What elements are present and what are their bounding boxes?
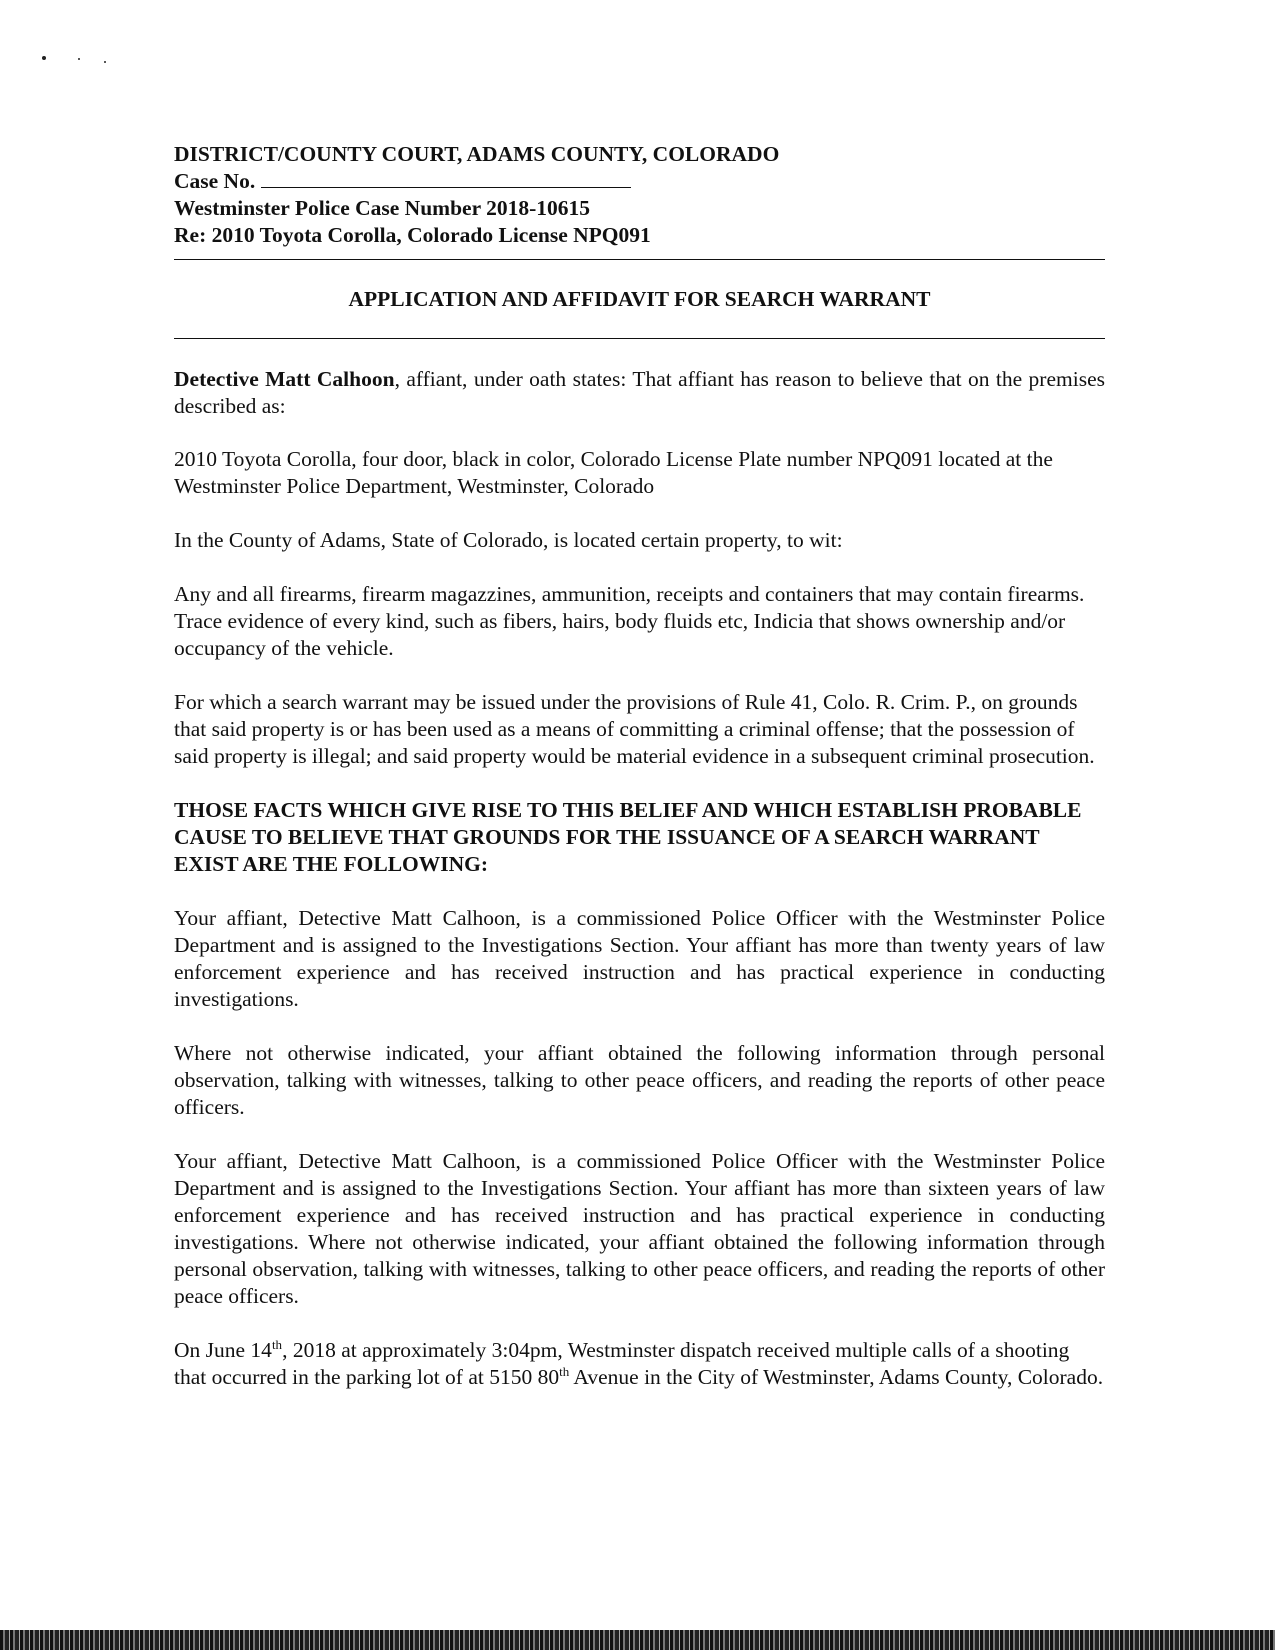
affiant-name: Detective Matt Calhoon [174,367,395,391]
divider-top [174,259,1105,260]
ordinal-suffix: th [271,1336,283,1352]
experience-paragraph-1: Your affiant, Detective Matt Calhoon, is a commissioned Police Officer with the Westminster Police Department and is assigned to the Investigations Section. Your affiant has more than twenty years of law enforcement experience and has received instruction and has practical experience in conducting investigations. [174,906,1105,1011]
document-title: APPLICATION AND AFFIDAVIT FOR SEARCH WARRANT [348,287,931,311]
facts-heading: THOSE FACTS WHICH GIVE RISE TO THIS BELIEF AND WHICH ESTABLISH PROBABLE CAUSE TO BELIEVE THAT GROUNDS FOR THE ISSUANCE OF A SEARCH WARRANT EXIST ARE THE FOLLOWING: [174,798,1082,876]
affiant-intro-text: , affiant, under oath states: That affiant has reason to believe that on the premises described as: [174,367,1105,418]
police-case-number: Westminster Police Case Number 2018-10615 [174,196,591,220]
case-number-line [174,168,1105,195]
incident-text-3: Avenue in the City of Westminster, Adams County, Colorado. [569,1365,1104,1389]
scan-speck [78,58,80,60]
case-number-label: Case No. [174,169,256,193]
scan-edge-artifact [0,1630,1275,1650]
divider-bottom [174,338,1105,339]
experience-paragraph-2: Your affiant, Detective Matt Calhoon, is a commissioned Police Officer with the Westminster Police Department and is assigned to the Investigations Section. Your affiant has more than sixteen years of law enforcement experience and has received instruction and has practical experience in conducting investigations. Where not otherwise indicated, your affiant obtained the following information through personal observation, talking with witnesses, talking to other peace officers, and reading the reports of other peace officers. [174,1149,1105,1308]
scan-speck [42,56,46,60]
property-description: Any and all firearms, firearm magazzines, ammunition, receipts and containers that may contain firearms. Trace evidence of every kind, such as fibers, hairs, body fluids etc, Indicia that shows ownership and/or occupancy of the vehicle. [174,582,1085,660]
case-number-blank [261,169,631,188]
incident-text-2: , 2018 at approximately 3:04pm, Westminster dispatch received multiple calls of a shooting that occurred in the parking lot of at 5150 80 [174,1338,1070,1389]
premises-description: 2010 Toyota Corolla, four door, black in color, Colorado License Plate number NPQ091 located at the Westminster Police Department, Westminster, Colorado [174,447,1053,498]
incident-text-1: On June 14 [174,1338,272,1362]
sources-paragraph: Where not otherwise indicated, your affiant obtained the following information through personal observation, talking with witnesses, talking to other peace officers, and reading the reports of other peace officers. [174,1041,1105,1119]
ordinal-suffix: th [559,1363,570,1379]
court-heading: DISTRICT/COUNTY COURT, ADAMS COUNTY, COLORADO [174,142,780,166]
document-body [174,141,1105,1391]
incident-paragraph [174,1337,1105,1391]
county-line: In the County of Adams, State of Colorado, is located certain property, to wit: [174,528,843,552]
re-line: Re: 2010 Toyota Corolla, Colorado License NPQ091 [174,223,651,247]
grounds-paragraph: For which a search warrant may be issued under the provisions of Rule 41, Colo. R. Crim. P., on grounds that said property is or has been used as a means of committing a criminal offense; that the possession of said property is illegal; and said property would be material evidence in a subsequent criminal prosecution. [174,690,1095,768]
scan-speck [104,61,106,63]
affiant-intro [174,366,1105,420]
